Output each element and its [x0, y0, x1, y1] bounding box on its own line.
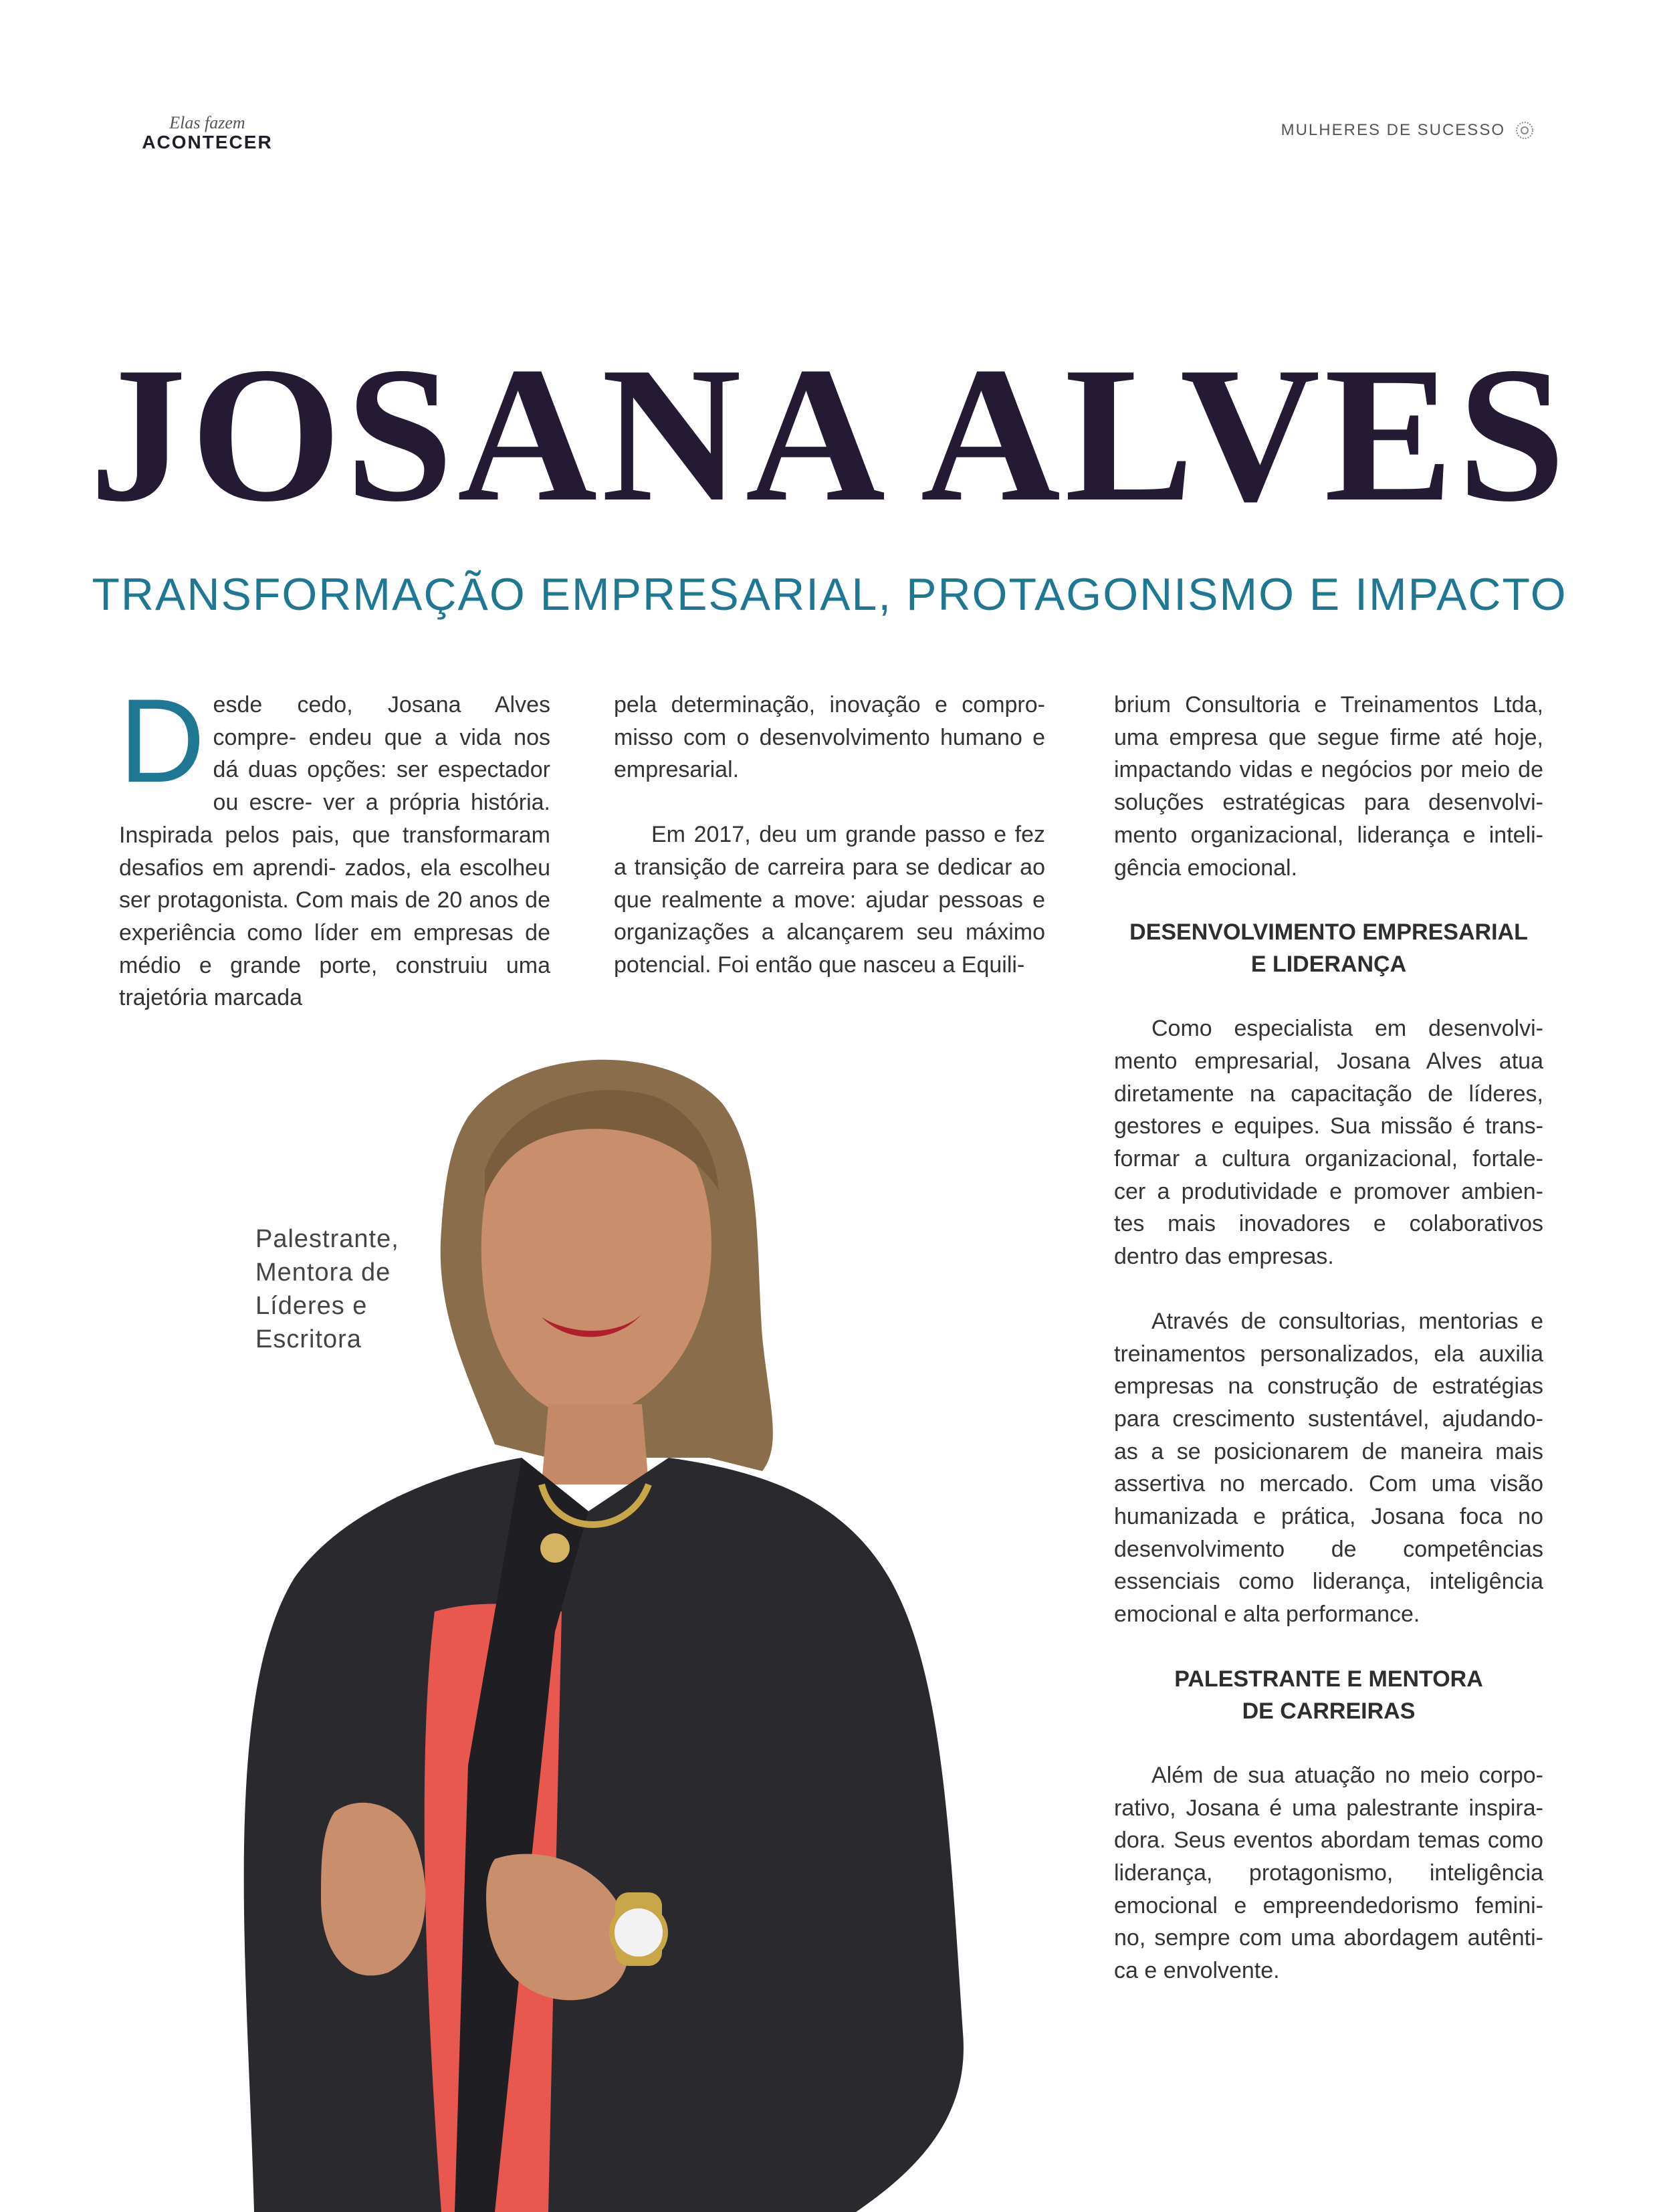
- magazine-brand: [140, 114, 274, 152]
- brand-script: Elas fazem: [169, 113, 245, 132]
- caption-line: Palestrante,: [255, 1225, 399, 1253]
- section-heading: [1114, 916, 1543, 980]
- text-column-3: [1114, 689, 1543, 2019]
- article-subtitle: TRANSFORMAÇÃO EMPRESARIAL, PROTAGONISMO E IMPACTO: [92, 569, 1567, 620]
- section-heading: [1114, 1663, 1543, 1727]
- text-column-2: [614, 689, 1045, 1014]
- brand-name: ACONTECER: [142, 132, 273, 152]
- portrait-photo: [120, 1030, 1003, 2212]
- article-title: JOSANA ALVES: [89, 327, 1569, 542]
- paragraph-text: esde cedo, Josana Alves compre- endeu que a vida nos dá duas opções: ser espectador ou escre- ver a própria história. Inspirada pelos pais, que transformaram desafios em aprendi- zados, ela escolheu ser protagonista. Com mais de 20 anos de experiência como líder em empresas de médio e grande porte, construiu uma trajetória marcada: [119, 692, 550, 1011]
- heading-line: DE CARREIRAS: [1242, 1698, 1416, 1724]
- paragraph: Além de sua atuação no meio corpo- rativo, Josana é uma palestrante inspira- dora. Seus eventos abordam temas como liderança, protagonismo, inteligência emocional e empreendedorismo femini- no, sempre com uma abordagem autênti- ca e envolvente.: [1114, 1762, 1543, 1984]
- paragraph: Através de consultorias, mentorias e treinamentos personalizados, ela auxilia empresas na construção de estratégias para crescimento sustentável, ajudando- as a se posicionarem de maneira mais assertiva no mercado. Com uma visão humanizada e prática, Josana foca no desenvolvimento de competências essenciais como liderança, inteligência emocional e alta performance.: [1114, 1308, 1543, 1628]
- drop-cap: D: [119, 674, 205, 807]
- caption-line: Mentora de: [255, 1258, 391, 1287]
- section-header: [1281, 120, 1535, 140]
- section-label: MULHERES DE SUCESSO: [1281, 121, 1505, 139]
- heading-line: E LIDERANÇA: [1250, 952, 1407, 978]
- paragraph: Em 2017, deu um grande passo e fez a transição de carreira para se dedicar ao que realmente a move: ajudar pessoas e organizações a alcançarem seu máximo potencial. Foi então que nasceu a Equili-: [614, 822, 1045, 978]
- heading-line: PALESTRANTE E MENTORA: [1174, 1666, 1483, 1692]
- heading-line: DESENVOLVIMENTO EMPRESARIAL: [1129, 919, 1528, 946]
- paragraph: [119, 674, 550, 1014]
- caption-line: Escritora: [255, 1325, 362, 1353]
- paragraph: brium Consultoria e Treinamentos Ltda, uma empresa que segue firme até hoje, impactando vidas e negócios por meio de soluções estratégicas para desenvolvi- mento organizacional, liderança e inteli- gência emocional.: [1114, 692, 1543, 881]
- paragraph: pela determinação, inovação e compro- misso com o desenvolvimento humano e empresarial.: [614, 692, 1045, 783]
- caption-line: Líderes e: [255, 1292, 368, 1320]
- photo-caption: [255, 1222, 399, 1356]
- ornament-icon: [1515, 120, 1535, 140]
- text-column-1: [119, 674, 550, 1046]
- paragraph: Como especialista em desenvolvi- mento empresarial, Josana Alves atua diretamente na capacitação de líderes, gestores e equipes. Sua missão é trans- formar a cultura organizacional, fortale- cer a produtividade e promover ambien- tes mais inovadores e colaborativos dentro das empresas.: [1114, 1016, 1543, 1270]
